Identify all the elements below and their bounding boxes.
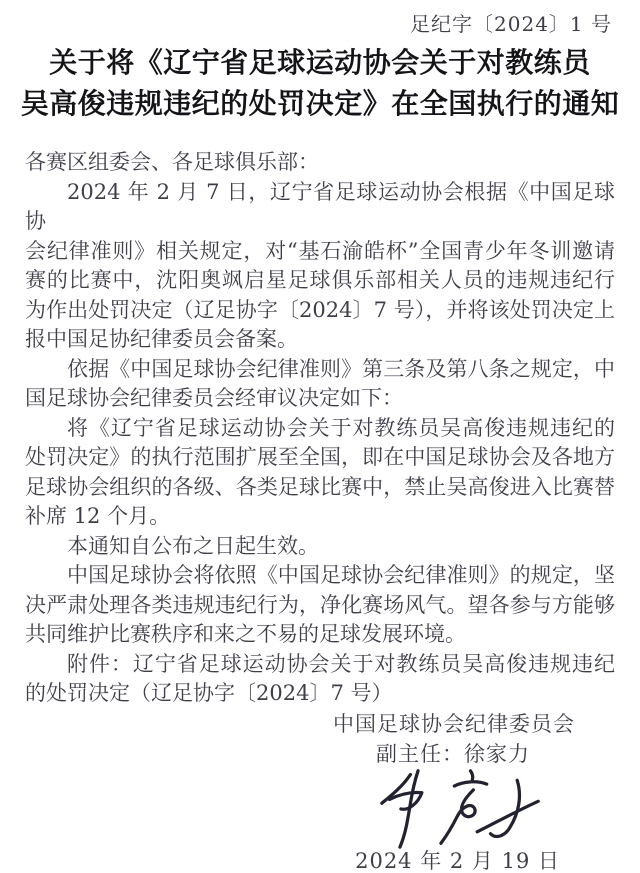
text-line: 中国足球协会将依照《中国足球协会纪律准则》的规定，坚	[67, 563, 615, 587]
text-line: 的处罚决定（辽足协字〔2024〕7 号）	[25, 681, 393, 705]
text-line: 共同维护比赛秩序和来之不易的足球发展环境。	[25, 622, 466, 646]
issue-date: 2024 年 2 月 19 日	[355, 848, 560, 873]
text-line: 2024 年 2 月 7 日，辽宁省足球运动协会根据《中国足球协	[25, 179, 615, 233]
paragraph-2	[25, 355, 615, 414]
paragraph-3	[25, 414, 615, 532]
text-line: 足球协会组织的各级、各类足球比赛中，禁止吴高俊进入比赛替	[25, 474, 615, 499]
text-line: 会纪律准则》相关规定，对“基石渝皓杯”全国青少年冬训邀请	[25, 238, 615, 263]
paragraph-1	[25, 178, 615, 355]
text-line: 赛的比赛中，沈阳奥飒启星足球俱乐部相关人员的违规违纪行	[25, 268, 615, 292]
text-line: 决严肃处理各类违规违纪行为，净化赛场风气。望各参与方能够	[25, 592, 615, 617]
text-line: 补席 12 个月。	[25, 504, 171, 528]
handwritten-signature	[25, 767, 615, 849]
paragraph-5	[25, 561, 615, 650]
text-line: 国足球协会纪律委员会经审议决定如下：	[25, 386, 403, 410]
document-body	[25, 148, 615, 709]
text-line: 为作出处罚决定（辽足协字〔2024〕7 号），并将该处罚决定上	[25, 297, 615, 322]
text-line: 本通知自公布之日起生效。	[67, 533, 319, 558]
salutation: 各赛区组委会、各足球俱乐部：	[25, 150, 319, 174]
signature-ink-image	[370, 767, 550, 849]
title-line-1: 关于将《辽宁省足球运动协会关于对教练员	[49, 46, 591, 79]
signer-title-and-name: 副主任：徐家力	[376, 741, 530, 766]
text-line: 报中国足协纪律委员会备案。	[25, 327, 298, 351]
text-line: 附件：辽宁省足球运动协会关于对教练员吴高俊违规违纪	[67, 651, 615, 676]
paragraph-attachment	[25, 650, 615, 709]
paragraph-4	[25, 532, 615, 562]
signature-block	[25, 709, 615, 873]
text-line: 依据《中国足球协会纪律准则》第三条及第八条之规定，中	[67, 356, 615, 381]
title-line-2: 吴高俊违规违纪的处罚决定》在全国执行的通知	[20, 87, 620, 120]
text-line: 处罚决定》的执行范围扩展至全国，即在中国足球协会及各地方	[25, 445, 615, 469]
issuing-organization: 中国足球协会纪律委员会	[333, 711, 575, 736]
document-number: 足纪字〔2024〕1 号	[410, 12, 612, 36]
text-line: 将《辽宁省足球运动协会关于对教练员吴高俊违规违纪的	[67, 415, 615, 440]
document-title	[10, 42, 630, 124]
